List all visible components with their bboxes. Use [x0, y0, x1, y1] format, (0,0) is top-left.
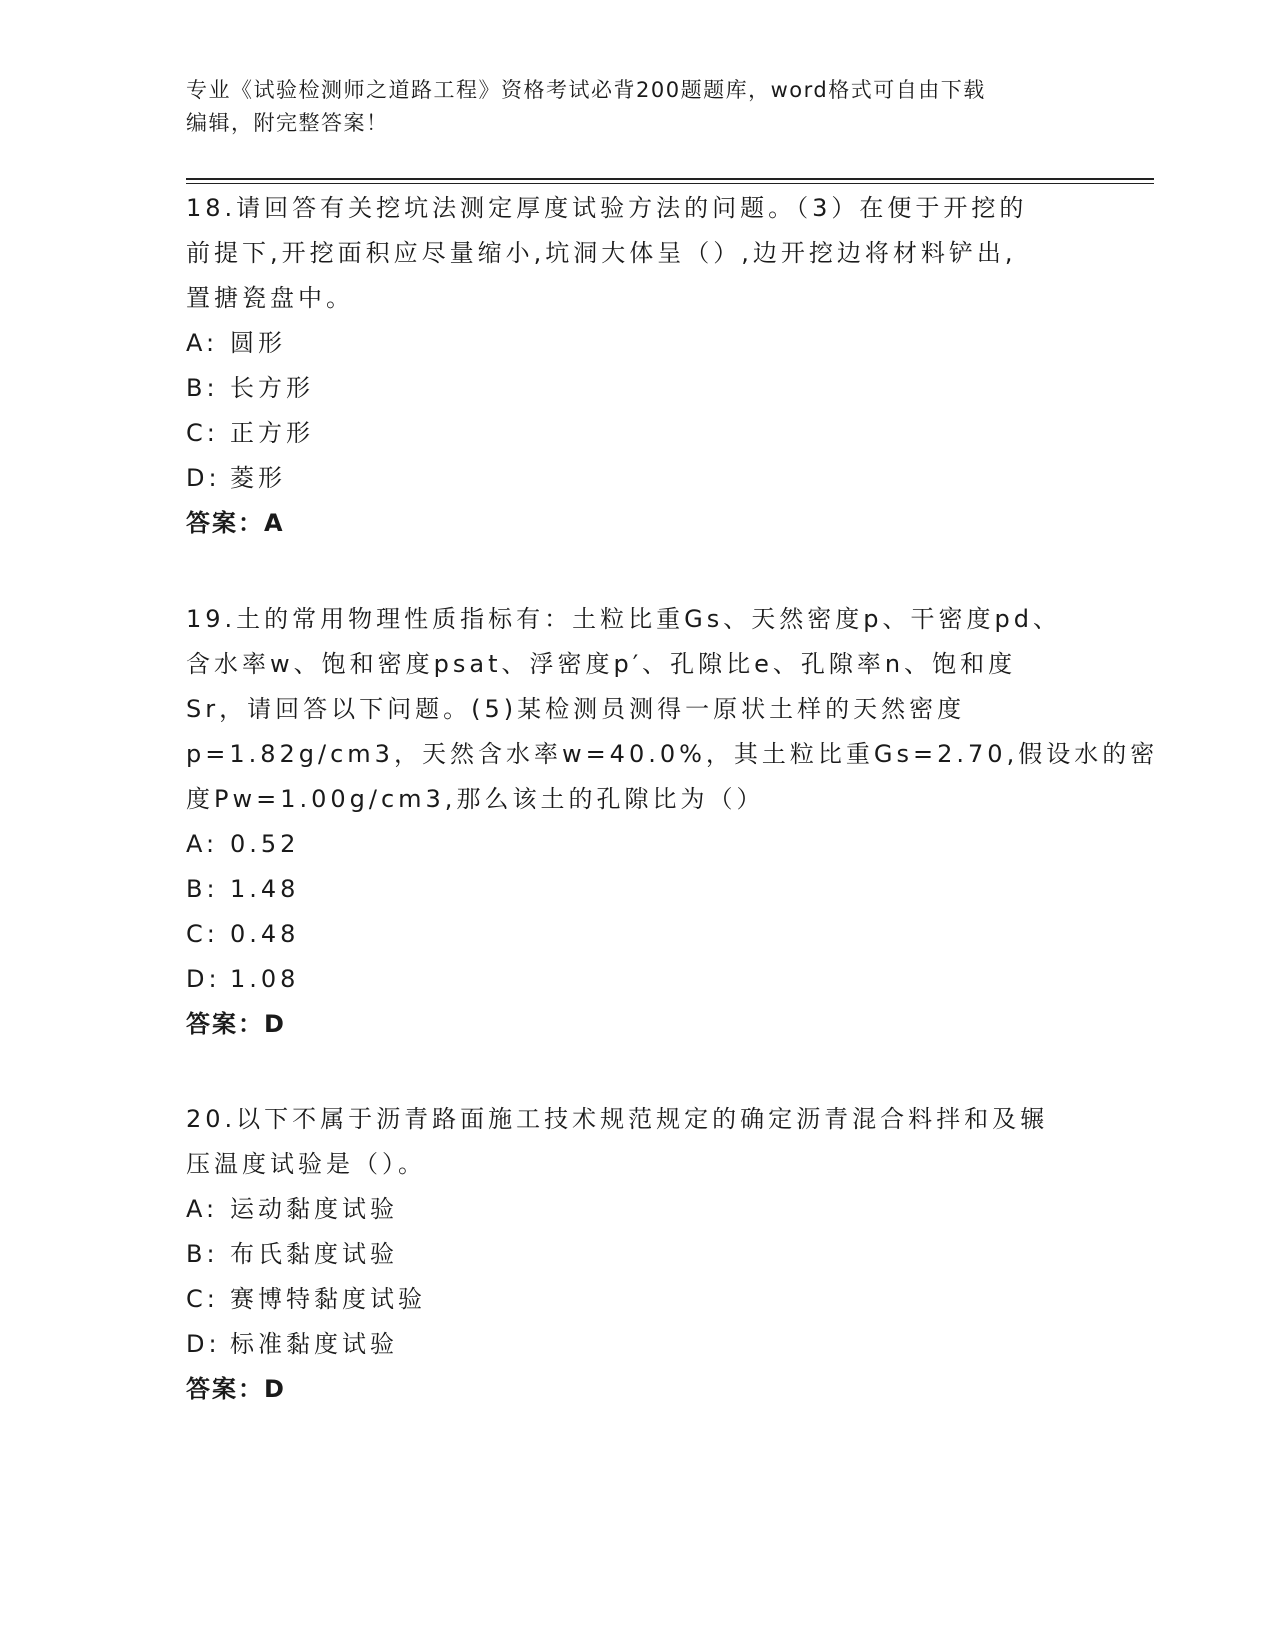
option-text: 正方形	[230, 419, 314, 447]
option-c	[186, 1277, 1086, 1322]
option-a	[186, 822, 1086, 867]
option-text: 圆形	[230, 329, 286, 357]
option-key: C:	[186, 1285, 219, 1313]
question-line: 前提下,开挖面积应尽量缩小,坑洞大体呈（）,边开挖边将材料铲出,	[186, 239, 1017, 267]
option-b	[186, 867, 1086, 912]
option-key: C:	[186, 920, 219, 948]
option-key: C:	[186, 419, 219, 447]
option-b	[186, 1232, 1086, 1277]
option-text: 0.48	[230, 920, 300, 948]
option-key: B:	[186, 875, 219, 903]
option-text: 标准黏度试验	[230, 1330, 398, 1358]
option-text: 运动黏度试验	[230, 1195, 398, 1223]
option-key: A:	[186, 329, 219, 357]
answer-label: 答案：D	[186, 1375, 286, 1403]
document-header	[186, 74, 1086, 140]
option-d	[186, 957, 1086, 1002]
option-d	[186, 1322, 1086, 1367]
option-key: B:	[186, 1240, 219, 1268]
option-key: B:	[186, 374, 219, 402]
question-line: p=1.82g/cm3，天然含水率w=40.0%，其土粒比重Gs=2.70,假设水的密	[186, 740, 1159, 768]
question-line: 置搪瓷盘中。	[186, 284, 354, 312]
answer-label: 答案：A	[186, 509, 285, 537]
answer-label: 答案：D	[186, 1010, 286, 1038]
option-key: D:	[186, 965, 221, 993]
header-divider-thick	[186, 178, 1154, 180]
option-key: A:	[186, 1195, 219, 1223]
question-line: 19.土的常用物理性质指标有：土粒比重Gs、天然密度p、干密度pd、	[186, 605, 1061, 633]
question-line: 18.请回答有关挖坑法测定厚度试验方法的问题。（3）在便于开挖的	[186, 194, 1028, 222]
option-b	[186, 366, 1086, 411]
question-line: 含水率w、饱和密度psat、浮密度p′、孔隙比e、孔隙率n、饱和度	[186, 650, 1017, 678]
option-a	[186, 1187, 1086, 1232]
question-19	[186, 597, 1159, 1047]
option-key: A:	[186, 830, 219, 858]
option-text: 1.08	[230, 965, 300, 993]
option-text: 长方形	[230, 374, 314, 402]
question-line: 20.以下不属于沥青路面施工技术规范规定的确定沥青混合料拌和及辗	[186, 1105, 1049, 1133]
question-line: Sr，请回答以下问题。(5)某检测员测得一原状土样的天然密度	[186, 695, 966, 723]
question-line: 压温度试验是（）。	[186, 1150, 426, 1178]
option-d	[186, 456, 1086, 501]
header-line-1: 专业《试验检测师之道路工程》资格考试必背200题题库，word格式可自由下载	[186, 78, 986, 102]
option-c	[186, 912, 1086, 957]
question-line: 度Pw=1.00g/cm3,那么该土的孔隙比为（）	[186, 785, 765, 813]
question-text	[186, 186, 1086, 321]
header-line-2: 编辑，附完整答案！	[186, 111, 389, 135]
question-text	[186, 597, 1159, 822]
option-key: D:	[186, 464, 221, 492]
question-18	[186, 186, 1086, 546]
option-text: 1.48	[230, 875, 300, 903]
option-a	[186, 321, 1086, 366]
option-c	[186, 411, 1086, 456]
question-20	[186, 1097, 1086, 1412]
header-divider-thin	[186, 183, 1154, 184]
option-text: 菱形	[230, 464, 286, 492]
option-text: 布氏黏度试验	[230, 1240, 398, 1268]
question-text	[186, 1097, 1086, 1187]
option-text: 0.52	[230, 830, 300, 858]
option-text: 赛博特黏度试验	[230, 1285, 426, 1313]
option-key: D:	[186, 1330, 221, 1358]
